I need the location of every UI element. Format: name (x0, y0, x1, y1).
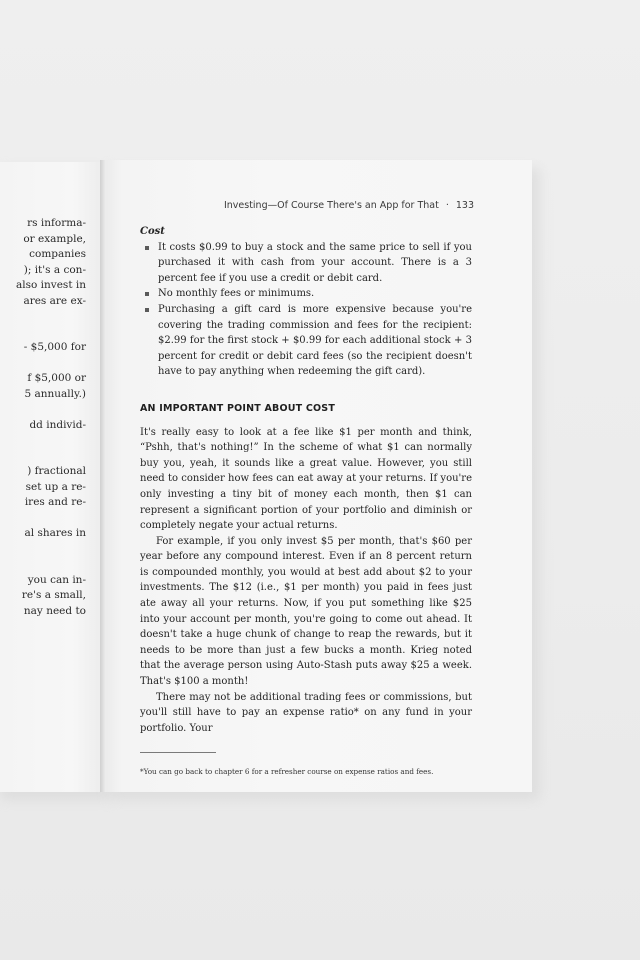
footnote-rule (140, 752, 216, 753)
left-page-line (0, 402, 86, 418)
left-page-line: or example, (23, 232, 86, 245)
left-page-line (0, 433, 86, 449)
bullet-item: No monthly fees or minimums. (158, 286, 472, 302)
left-page-line: dd individ- (29, 418, 86, 431)
cost-bullet-list (140, 240, 472, 380)
body-paragraph: There may not be additional trading fees or commissions, but you'll still have to pay an expense ratio* on any fund in your portfolio. Your (140, 691, 472, 734)
left-page-line (0, 542, 86, 558)
left-page-line: - $5,000 for (23, 341, 86, 353)
left-page-line (0, 356, 86, 372)
left-page-line: 5 annually.) (24, 387, 86, 400)
left-page-line: ); it's a con- (23, 263, 86, 276)
left-page-line: al shares in (24, 527, 86, 539)
left-page-line: f $5,000 or (27, 372, 86, 384)
left-page-line (0, 325, 86, 341)
left-page-line: companies (29, 248, 86, 260)
running-head-title: Investing—Of Course There's an App for That (223, 200, 439, 211)
left-page-line: nay need to (23, 604, 86, 617)
body-paragraph: It's really easy to look at a fee like $1 per month and think, “Pshh, that's nothing!” In the scheme of what $1 can normally buy you, yeah, it sounds like a great value. However, you still need to consider how fees can eat away at your returns. If you're only investing a tiny bit of money each month, then $1 can represent a significant portion of your portfolio and diminish or completely negate your actual returns. (140, 426, 472, 532)
body-paragraph: For example, if you only invest $5 per month, that's $60 per year before any compound interest. Even if an 8 percent return is compounded monthly, you would at best add about $2 to your investments. The $12 (i.e., $1 per month) you paid in fees just ate away all your returns. Now, if you put something like $25 into your account per month, you're going to come out ahead. It doesn't take a huge chunk of change to reap the rewards, but it needs to be more than just a few bucks a month. Krieg noted that the average person using Auto-Stash puts away $25 a week. That's $100 a month! (140, 535, 472, 688)
right-page (100, 160, 532, 792)
running-head (224, 200, 474, 211)
left-page-line: ires and re- (24, 496, 86, 508)
cost-subheading: Cost (140, 226, 165, 237)
left-page-text (0, 216, 86, 619)
left-page-line: ) fractional (27, 465, 86, 477)
left-page-line: ares are ex- (23, 294, 86, 307)
left-page-line (0, 511, 86, 527)
left-page-line (0, 449, 86, 465)
page-number: 133 (455, 200, 474, 211)
bullet-item: Purchasing a gift card is more expensive because you're covering the trading commission and fees for the recipient: $2.99 for the first stock + $0.99 for each additional stock + 3 percent for credit or debit card fees (so the recipient doesn't have to pay anything when redeeming the gift card). (158, 302, 472, 380)
left-page-line: you can in- (27, 573, 86, 586)
left-page-line: rs informa- (27, 217, 86, 229)
running-head-separator: · (445, 200, 449, 211)
left-page (0, 162, 104, 792)
book-gutter (100, 160, 106, 792)
left-page-line (0, 557, 86, 573)
page-body (140, 224, 472, 777)
section-heading: AN IMPORTANT POINT ABOUT COST (140, 402, 336, 414)
left-page-line: set up a re- (25, 480, 86, 493)
left-page-line (0, 309, 86, 325)
bullet-item: It costs $0.99 to buy a stock and the same price to sell if you purchased it with cash from your account. There is a 3 percent fee if you use a credit or debit card. (158, 240, 472, 287)
left-page-line: also invest in (16, 279, 86, 291)
left-page-line: re's a small, (21, 589, 86, 601)
footnote: *You can go back to chapter 6 for a refresher course on expense ratios and fees. (140, 767, 434, 777)
